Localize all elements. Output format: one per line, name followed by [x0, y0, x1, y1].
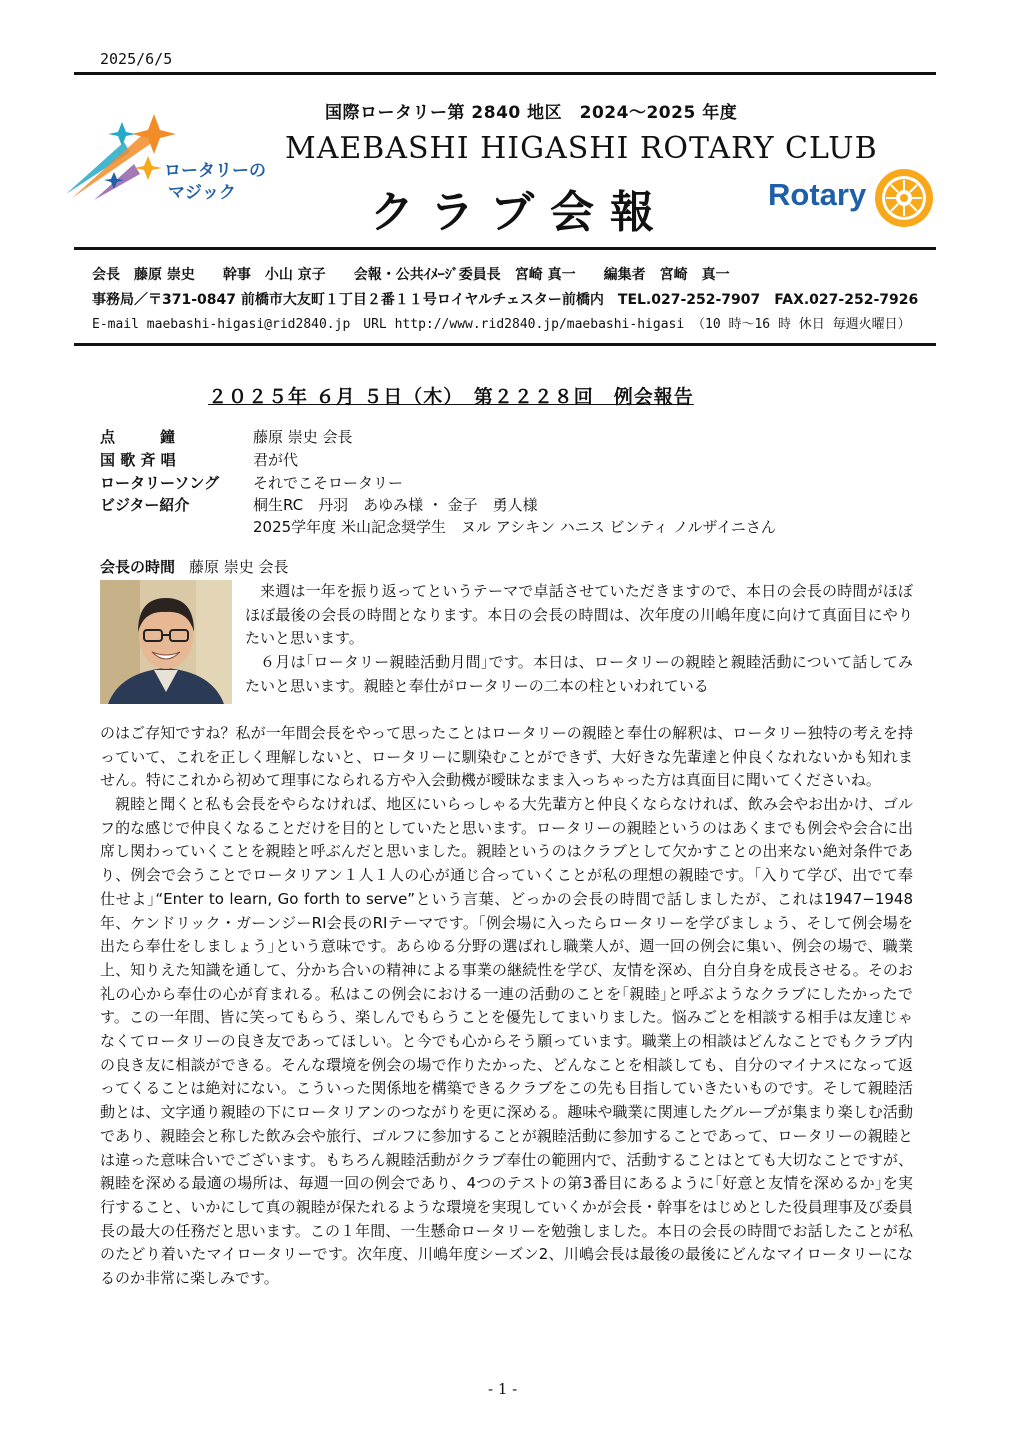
- issue-date: 2025/6/5: [100, 50, 173, 68]
- rotary-logo: [768, 166, 938, 230]
- header-bottom-rule: [74, 247, 936, 250]
- president-time-heading: [100, 556, 289, 577]
- president-paragraph: 親睦と聞くと私も会長をやらなければ、地区にいらっしゃる大先輩方と仲良くならなければ、飲み会やお出かけ、ゴルフ的な感じで仲良くなることだけを目的としていたと思います。ロータリーの親睦というのはあくまでも例会や会合に出席し関わっていくことを親睦と呼ぶんだと思いました。親睦というのはクラブとして欠かすことの出来ない絶対条件であり、例会で会うことでロータリアン１人１人の心が通じ合っていくことが私の理想の親睦です。｢入りて学び、出でて奉仕せよ｣“Enter to learn, Go forth to serve”という言葉、どっかの会長の時間で話しましたが、これは1947−1948年、ケンドリック・ガーンジーRI会長のRIテーマです。｢例会場に入ったらロータリーを学びましょう、そして例会場を出たら奉仕をしましょう｣という意味です。あらゆる分野の選ばれし職業人が、週一回の例会に集い、例会の場で、職業上、知りえた知識を通して、分かち合いの精神による事業の継続性を学び、友情を深め、自分自身を成長させる。そのお礼の心から奉仕の心が育まれる。私はこの例会における一連の活動のことを｢親睦｣と呼ぶようなクラブにしたかったです。この一年間、皆に笑ってもらう、楽しんでもらうことを優先してまいりました。悩みごとを相談する相手は友達じゃなくてロータリーの良き友であってほしい。と今でも心からそう願っています。職業上の相談はどんなことでもクラブ内の良き友に相談ができる。そんな環境を例会の場で作りたかった、どんなことを相談しても、自分のマイナスになって返ってくることは絶対にない。こういった関係地を構築できるクラブをこの先も目指していきたいものです。そして親睦活動とは、文字通り親睦の下にロータリアンのつながりを更に深める。趣味や職業に関連したグループが集まり楽しむ活動であり、親睦会と称した飲み会や旅行、ゴルフに参加することが親睦活動に参加することであって、ロータリーの親睦とは違った意味合いでございます。もちろん親睦活動がクラブ奉仕の範囲内で、活動することはとても大切なことですが、親睦を深める最適の場所は、毎週一回の例会であり、4つのテストの第3番目にあるように｢好意と友情を深めるか｣を実行すること、いかにして真の親睦が保たれるような環境を実現していくかが会長・幹事をはじめとした役員理事及び委員長の最大の任務だと思います。この１年間、一生懸命ロータリーを勉強しました。本日の会長の時間でお話したことが私のたどり着いたマイロータリーです。次年度、川嶋年度シーズン2、川嶋会長は最後の最後にどんなマイロータリーになるのか非常に楽しみです。: [100, 795, 913, 1288]
- program-value: 2025学年度 米山記念奨学生 ヌル アシキン ハニス ビンティ ノルザイニさん: [253, 518, 776, 536]
- district-line: 国際ロータリー第 2840 地区 2024～2025 年度: [325, 103, 738, 123]
- president-paragraph: ６月は｢ロータリー親睦活動月間｣です。本日は、ロータリーの親睦と親睦活動について話してみたいと思います。親睦と奉仕がロータリーの二本の柱といわれている: [245, 653, 913, 695]
- program-label: ロータリーソング: [100, 474, 220, 492]
- president-photo: [100, 580, 232, 704]
- office-address: 事務局／〒371-0847 前橋市大友町１丁目２番１１号ロイヤルチェスター前橋内 TEL.027-252-7907 FAX.027-252-7926: [92, 292, 919, 308]
- page-number: - 1 -: [488, 1380, 518, 1398]
- newsletter-title: クラブ会報: [370, 187, 670, 238]
- program-value: 藤原 崇史 会長: [253, 428, 353, 446]
- contact-line: E-mail maebashi-higasi@rid2840.jp URL http://www.rid2840.jp/maebashi-higasi （10 時～16 時 休日 毎週火曜日）: [92, 317, 911, 332]
- program-label: ビジター紹介: [100, 496, 190, 514]
- president-paragraph: 来週は一年を振り返ってというテーマで卓話させていただきますので、本日の会長の時間がほぼほぼ最後の会長の時間となります。本日の会長の時間は、次年度の川嶋年度に向けて真面目にやりたいと思います。: [245, 582, 913, 648]
- president-paragraph: のはご存知ですね？私が一年間会長をやって思ったことはロータリーの親睦と奉仕の解釈は、ロータリー独特の考えを持っていて、これを正しく理解しないと、ロータリーに馴染むことができず、大好きな先輩達と仲良くなれないかも知れません。特にこれから初めて理事になられる方や入会動機が曖昧なまま入っちゃった方は真面目に聞いてくださいね。: [100, 724, 913, 790]
- club-name: MAEBASHI HIGASHI ROTARY CLUB: [285, 131, 878, 166]
- rotary-wordmark: Rotary: [768, 177, 867, 212]
- section-title: 会長の時間: [100, 558, 176, 576]
- info-bottom-rule: [74, 343, 936, 346]
- header-top-rule: [74, 72, 936, 75]
- magic-logo-line1: ロータリーの: [164, 161, 266, 181]
- rotary-magic-logo: [64, 94, 284, 204]
- program-value: それでこそロータリー: [253, 474, 404, 492]
- magic-logo-line2: マジック: [168, 183, 236, 203]
- speaker-name: 藤原 崇史 会長: [189, 558, 289, 576]
- program-label: 国 歌 斉 唱: [100, 451, 176, 469]
- program-label: 点 鐘: [100, 428, 176, 446]
- rotary-wheel-icon: [872, 166, 936, 230]
- meeting-report-title: ２０２５年 ６月 ５日（木） 第２２２８回 例会報告: [208, 386, 694, 408]
- officers-line: 会長 藤原 崇史 幹事 小山 京子 会報・公共ｲﾒｰｼﾞ委員長 宮崎 真一 編集者 宮崎 真一: [92, 267, 730, 283]
- program-value: 君が代: [253, 451, 299, 469]
- program-value: 桐生RC 丹羽 あゆみ様 ・ 金子 勇人様: [253, 496, 538, 514]
